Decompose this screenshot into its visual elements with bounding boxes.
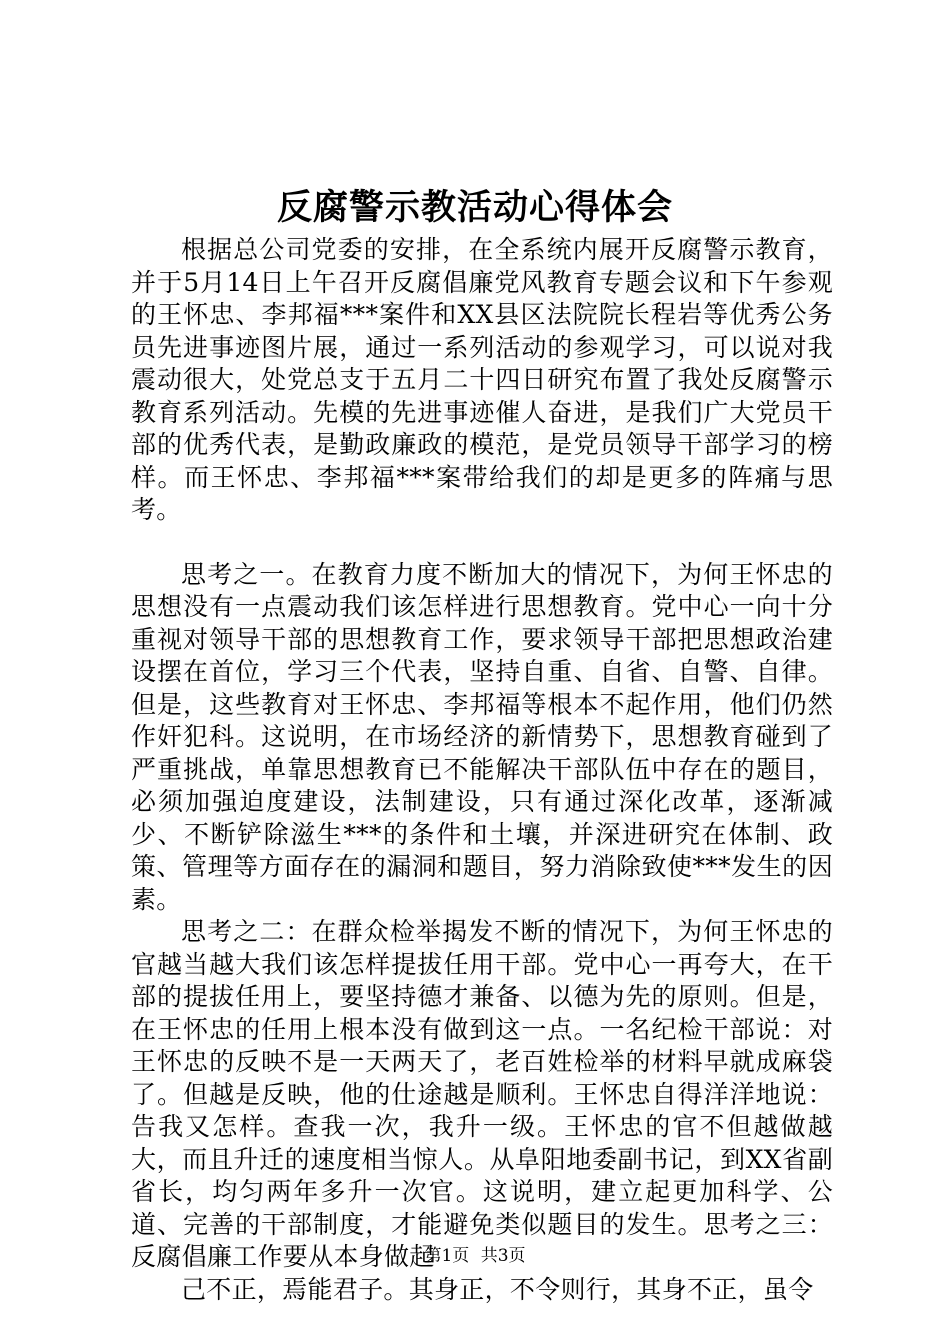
- total-pages: 共3页: [480, 1246, 526, 1266]
- document-title: 反腐警示教活动心得体会: [276, 187, 673, 228]
- paragraph-intro: 根据总公司党委的安排，在全系统内展开反腐警示教育，并于5月14日上午召开反腐倡廉党风教育专题会议和下午参观的王怀忠、李邦福***案件和XX县区法院院长程岩等优秀公务员先进事迹图片展，通过一系列活动的参观学习，可以说对我震动很大，处党总支于五月二十四日研究布置了我处反腐警示教育系列活动。先模的先进事迹催人奋进，是我们广大党员干部的优秀代表，是勤政廉政的模范，是党员领导干部学习的榜样。而王怀忠、李邦福***案带给我们的却是更多的阵痛与思考。: [131, 235, 833, 524]
- page-footer: [0, 1245, 950, 1267]
- paragraph-reflection-two: 思考之二：在群众检举揭发不断的情况下，为何王怀忠的官越当越大我们该怎样提拔任用干部。党中心一再夸大，在干部的提拔任用上，要坚持德才兼备、以德为先的原则。但是，在王怀忠的任用上根本没有做到这一点。一名纪检干部说：对王怀忠的反映不是一天两天了，老百姓检举的材料早就成麻袋了。但越是反映，他的仕途越是顺利。王怀忠自得洋洋地说：告我又怎样。查我一次，我升一级。王怀忠的官不但越做越大，而且升迁的速度相当惊人。从阜阳地委副书记，到XX省副省长，均匀两年多升一次官。这说明，建立起更加科学、公道、完善的干部制度，才能避免类似题目的发生。思考之三：反腐倡廉工作要从本身做起: [131, 917, 833, 1271]
- paragraph-reflection-three: 己不正，焉能君子。其身正，不令则行，其身不正，虽令: [181, 1274, 814, 1304]
- document-body: [131, 234, 833, 1306]
- paragraph-reflection-one: 思考之一。在教育力度不断加大的情况下，为何王怀忠的思想没有一点震动我们该怎样进行思想教育。党中心一向十分重视对领导干部的思想教育工作，要求领导干部把思想政治建设摆在首位，学习三个代表，坚持自重、自省、自警、自律。但是，这些教育对王怀忠、李邦福等根本不起作用，他们仍然作奸犯科。这说明，在市场经济的新情势下，思想教育碰到了严重挑战，单靠思想教育已不能解决干部队伍中存在的题目，必须加强迫度建设，法制建设，只有通过深化改革，逐渐减少、不断铲除滋生***的条件和土壤，并深进研究在体制、政策、管理等方面存在的漏洞和题目，努力消除致使***发生的因素。: [131, 559, 833, 914]
- paragraph-spacer: [131, 527, 833, 559]
- page-number: 第1页: [424, 1246, 470, 1266]
